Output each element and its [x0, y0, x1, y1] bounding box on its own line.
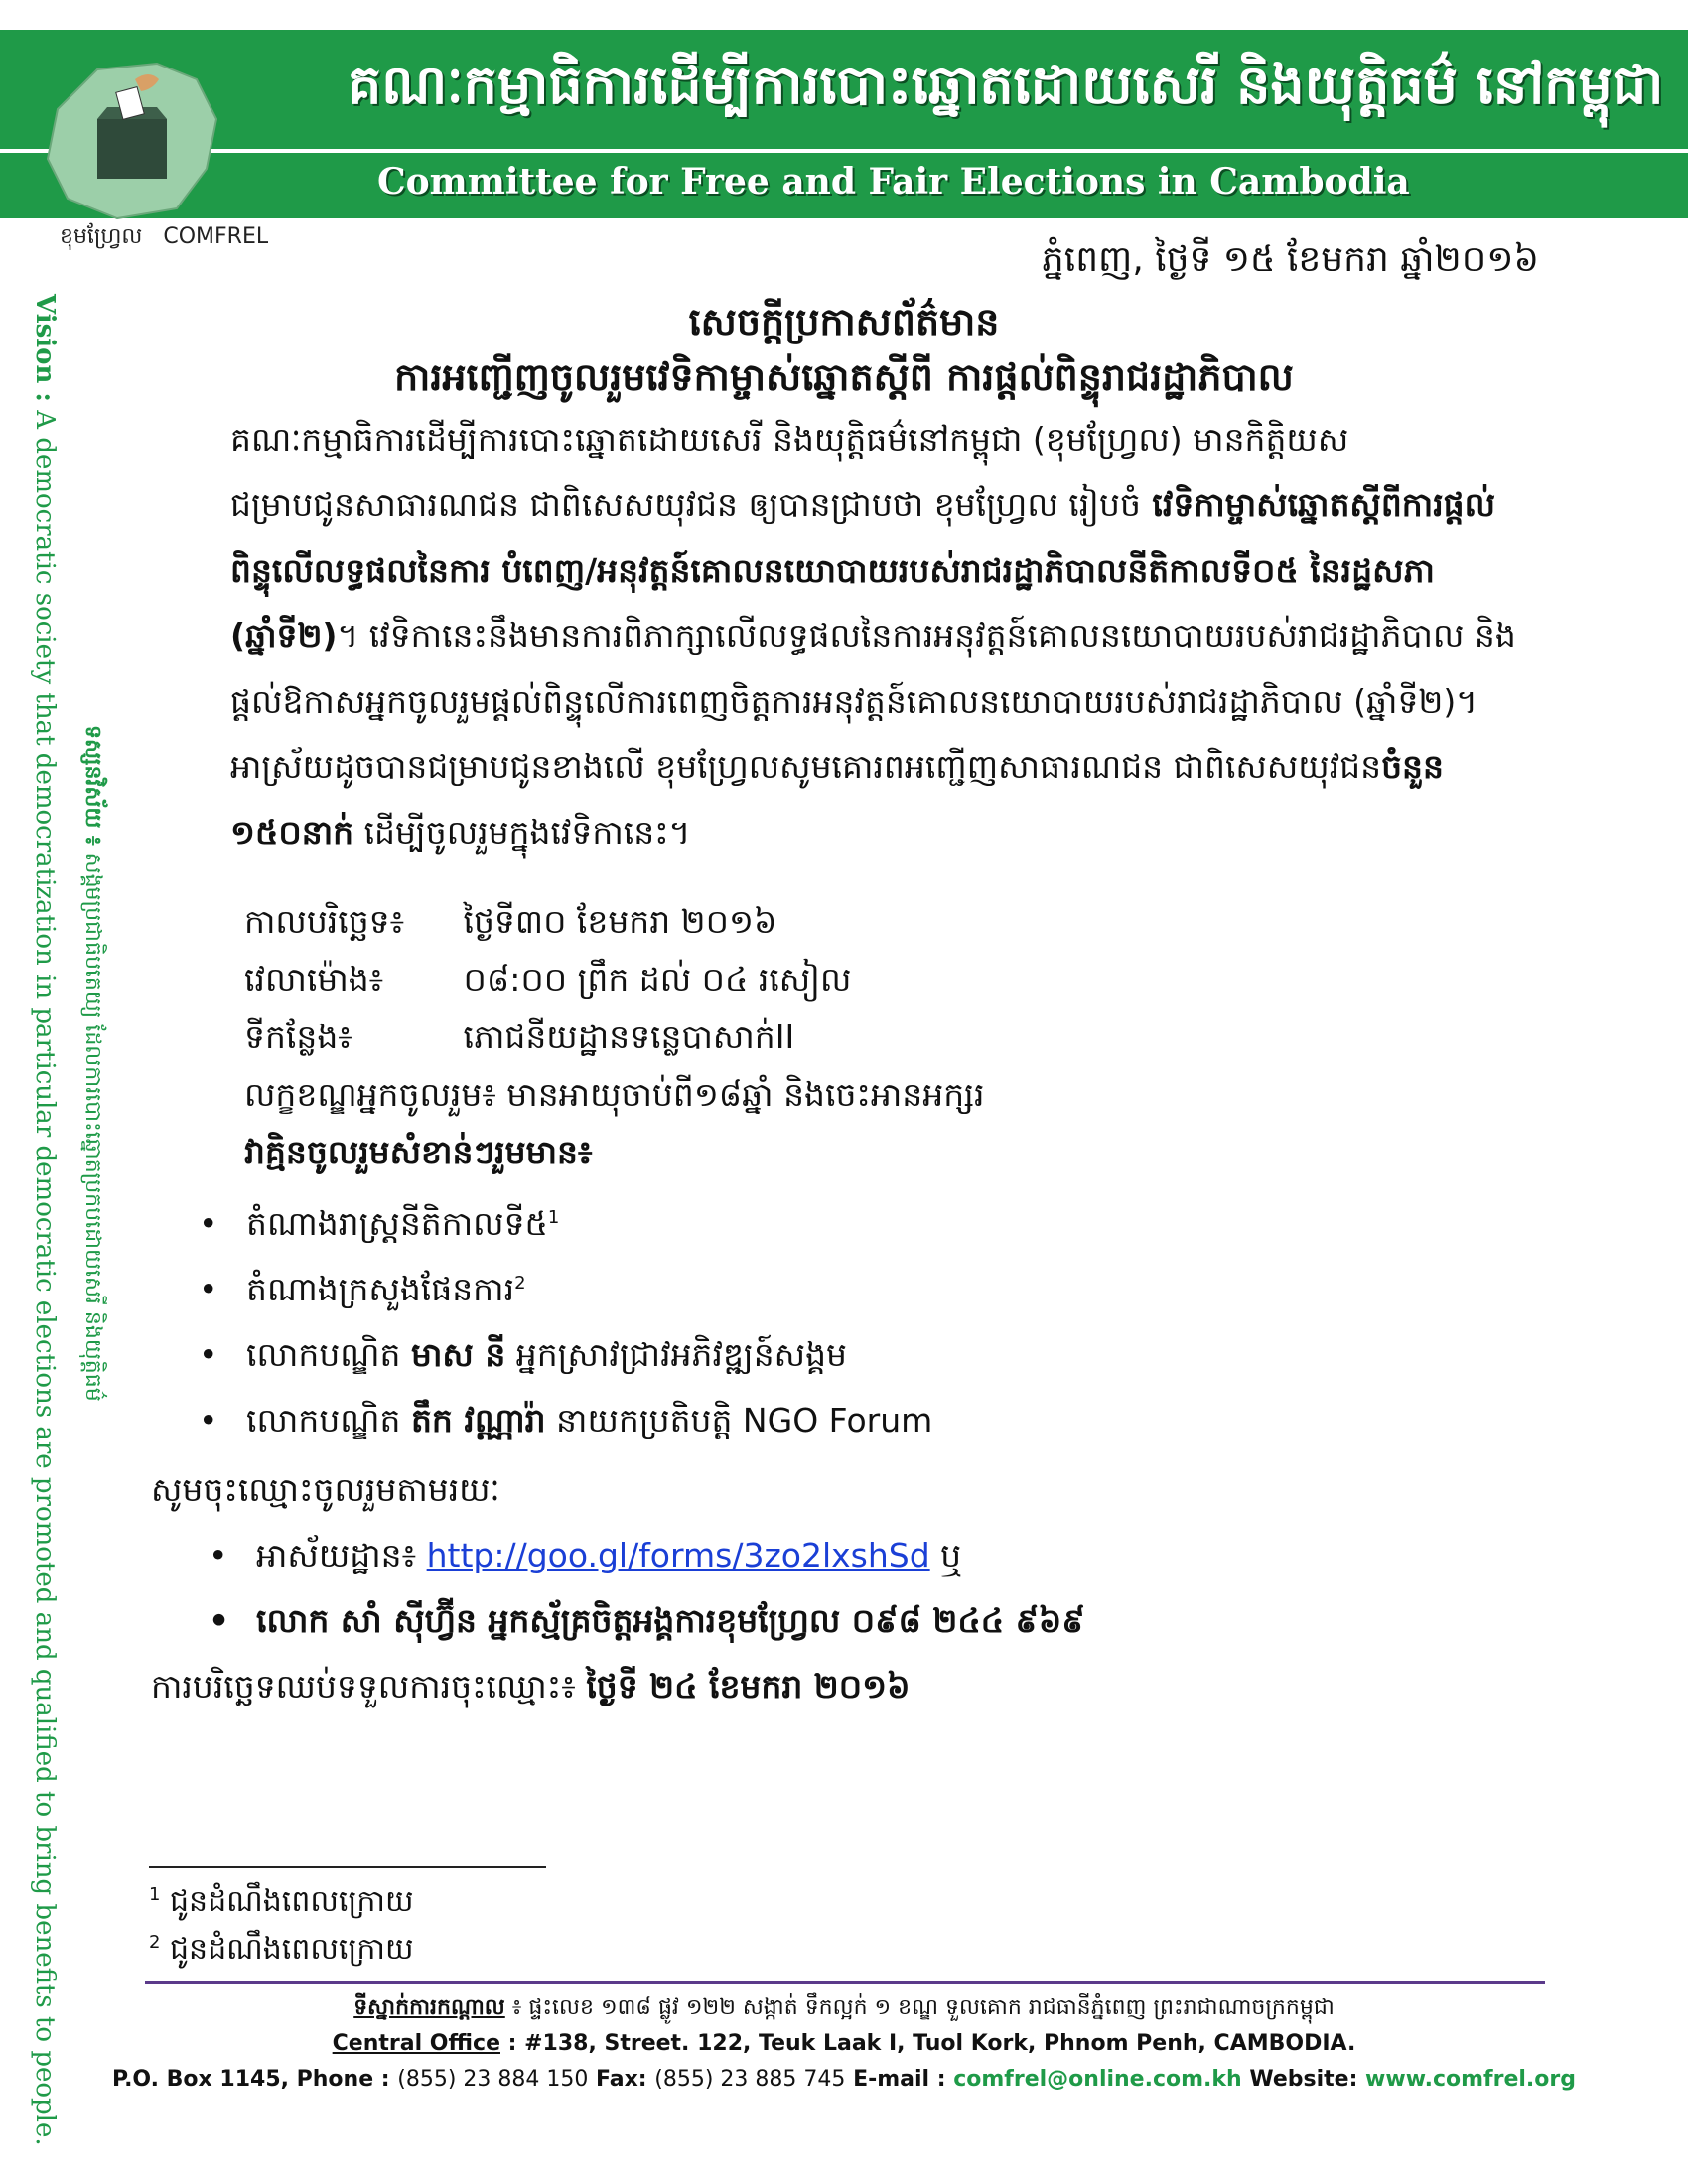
detail-criteria-label: លក្ខខណ្ឌអ្នកចូលរួម៖: [244, 1075, 496, 1114]
footer-fax-label: Fax:: [588, 2067, 655, 2092]
footer-khmer-text: ៖ ផ្ទះលេខ ១៣៨ ផ្លូវ ១២២ សង្កាត់ ទឹកល្អក់ ១ ខណ្ឌ ទួលគោក រាជធានីភ្នំពេញ ព្រះរាជាណាចក្រកម្ពុជា: [504, 1995, 1335, 2020]
speaker-list: [199, 1191, 932, 1453]
detail-place-label: ទីកន្លែង៖: [244, 1018, 352, 1056]
paragraph-1-bold: វេទិកាម្ចាស់ឆ្នោតស្តីពីការផ្តល់ពិន្ទុលើលទ្ធផលនៃការ បំពេញ/អនុវត្តន៍គោលនយោបាយរបស់រាជរដ្ឋាភិបាលនីតិកាលទី០៥ នៃរដ្ឋសភា (ឆ្នាំទី២): [230, 485, 1496, 655]
footnote-ref-1: 1: [547, 1207, 560, 1228]
vision-sidebar: [30, 294, 79, 2146]
mission-sidebar: [80, 725, 127, 1539]
speaker-4-prefix: លោកបណ្ឌិត: [246, 1401, 411, 1439]
registration-contact: • លោក សាំ ស៊ីហ្វ៊ីន អ្នកស្ម័គ្រចិត្តអង្គការខុមហ្វ្រែល ០៩៨ ២៤៤ ៩៦៩: [209, 1588, 1085, 1654]
speaker-3-name: មាស នី: [410, 1335, 506, 1374]
footer-office-label: Central Office: [332, 2031, 500, 2056]
vision-text: A democratic society that democratization in particular democratic elections are promoted and qualified to bring benefits to people.: [30, 402, 60, 2146]
press-release-title: សេចក្តីប្រកាសព័ត៌មាន: [688, 300, 1000, 343]
list-item: [199, 1388, 932, 1453]
speaker-1-text: តំណាងរាស្ត្រនីតិកាលទី៥: [246, 1204, 548, 1243]
footer-office-address: [0, 2031, 1688, 2056]
footer-khmer-address: [0, 1993, 1688, 2025]
speaker-2-text: តំណាងក្រសួងផែនការ: [246, 1270, 515, 1308]
logo-caption-english: COMFREL: [163, 224, 269, 249]
mission-text: សង្គមប្រជាធិបតេយ្យ ដែលការបោះឆ្នោតប្រកបដោយសេរី និងយុត្តិធម៌: [80, 845, 105, 1402]
footnote-1-number: 1: [149, 1884, 161, 1905]
footer-email-label: E-mail :: [845, 2067, 954, 2092]
deadline-label: ការបរិច្ឆេទឈប់ទទួលការចុះឈ្មោះ៖: [151, 1667, 587, 1706]
list-item: [209, 1523, 1085, 1588]
footer-phone: (855) 23 884 150: [397, 2067, 589, 2092]
paragraph-2-end: ដើម្បីចូលរួមក្នុងវេទិកានេះ។: [353, 813, 691, 852]
footer-khmer-label: ទីស្នាក់ការកណ្តាល: [353, 1995, 505, 2020]
footer-contact-line: [0, 2067, 1688, 2092]
footnote-2: [149, 1930, 414, 1974]
mission-statement: [75, 725, 107, 1402]
event-details: [244, 893, 984, 1181]
detail-place-value: ភោជនីយដ្ឋានទន្លេបាសាក់II: [463, 1018, 795, 1056]
paragraph-1: [151, 407, 1541, 735]
footer-po-box: P.O. Box 1145, Phone :: [111, 2067, 398, 2092]
invitation-subtitle: ការអញ្ជើញចូលរួមវេទិកាម្ចាស់ឆ្នោតស្តីពី ការផ្តល់ពិន្ទុរាជរដ្ឋាភិបាល: [394, 355, 1294, 399]
detail-date-value: ថ្ងៃទី៣០ ខែមករា ២០១៦: [463, 902, 777, 941]
logo-caption-khmer: ខុមហ្វ្រែល: [60, 224, 143, 249]
footnote-2-text: ជូនដំណឹងពេលក្រោយ: [170, 1932, 414, 1967]
mission-label: ទស្សនវិស័យ ៖: [80, 725, 105, 846]
logo-caption: [60, 222, 282, 254]
paragraph-intro: [151, 407, 1541, 866]
footnote-divider: [149, 1866, 546, 1868]
paragraph-1-end: ។ វេទិកានេះនឹងមានការពិភាក្សាលើលទ្ធផលនៃការអនុវត្តន៍គោលនយោបាយរបស់រាជរដ្ឋាភិបាល និងផ្តល់ឱកាសអ្នកចូលរួមផ្តល់ពិន្ទុលើការពេញចិត្តការអនុវត្តន៍គោលនយោបាយរបស់រាជរដ្ឋាភិបាល (ឆ្នាំទី២)។: [230, 616, 1516, 721]
footnote-ref-2: 2: [514, 1273, 526, 1294]
header-english-title: Committee for Free and Fair Elections in Cambodia: [377, 161, 1410, 203]
detail-place: [244, 1009, 984, 1066]
vision-label: Vision :: [30, 294, 60, 403]
deadline-value: ថ្ងៃទី ២៤ ខែមករា ២០១៦: [586, 1667, 911, 1706]
detail-criteria: [244, 1066, 984, 1124]
registration-website-label: អាស័យដ្ឋាន៖: [256, 1536, 427, 1574]
footnote-2-number: 2: [149, 1932, 161, 1953]
detail-date-label: កាលបរិច្ឆេទ៖: [244, 902, 405, 941]
header-khmer-title: គណៈកម្មាធិការដើម្បីការបោះឆ្នោតដោយសេរី និងយុត្តិធម៌ នៅកម្ពុជា: [348, 54, 1664, 116]
footnote-1: [149, 1882, 414, 1926]
detail-date: [244, 893, 984, 951]
speaker-3-prefix: លោកបណ្ឌិត: [246, 1335, 411, 1374]
paragraph-2-text: អាស្រ័យដូចបានជម្រាបជូនខាងលើ ខុមហ្វ្រែលសូមគោរពអញ្ជើញសាធារណជន ជាពិសេសយុវជន: [230, 748, 1382, 786]
footnote-1-text: ជូនដំណឹងពេលក្រោយ: [170, 1884, 414, 1919]
paragraph-1-text: គណៈកម្មាធិការដើម្បីការបោះឆ្នោតដោយសេរី និងយុត្តិធម៌នៅកម្ពុជា (ខុមហ្វ្រែល) មានកិត្តិយសជម្រាបជូនសាធារណជន ជាពិសេសយុវជន ឲ្យបានជ្រាបថា ខុមហ្វ្រែល រៀបចំ: [230, 420, 1349, 524]
speaker-3-suffix: អ្នកស្រាវជ្រាវអភិវឌ្ឍន៍សង្គម: [505, 1335, 847, 1374]
document-date: ភ្នំពេញ, ថ្ងៃទី ១៥ ខែមករា ឆ្នាំ២០១៦: [1041, 239, 1539, 280]
detail-time-value: ០៨:០០ ព្រឹក ដល់ ០៤ រសៀល: [463, 960, 852, 999]
list-item: [199, 1191, 932, 1257]
list-item: [199, 1322, 932, 1388]
header-banner: [0, 30, 1688, 218]
registration-deadline: [151, 1654, 1541, 1719]
registration-section: [151, 1457, 1541, 1523]
agenda-title: វាគ្មិនចូលរួមសំខាន់ៗរួមមាន៖: [244, 1133, 593, 1171]
detail-criteria-value: មានអាយុចាប់ពី១៨ឆ្នាំ និងចេះអានអក្សរ: [506, 1075, 985, 1114]
speaker-4-name: តឹក វណ្ណារ៉ា: [410, 1401, 546, 1439]
footer-website-label: Website:: [1241, 2067, 1366, 2092]
footer-website[interactable]: www.comfrel.org: [1365, 2067, 1577, 2092]
detail-time-label: វេលាម៉ោង៖: [244, 960, 384, 999]
registration-title: សូមចុះឈ្មោះចូលរួមតាមរយៈ: [151, 1470, 500, 1509]
vision-statement: [30, 294, 60, 2146]
paragraph-2-bold: ចំនួន ១៥០នាក់: [230, 748, 1444, 852]
registration-form-link[interactable]: http://goo.gl/forms/3zo2lxshSd: [426, 1536, 930, 1574]
footer-email[interactable]: comfrel@online.com.kh: [953, 2067, 1242, 2092]
detail-time: [244, 951, 984, 1009]
footer-divider: [145, 1981, 1545, 1984]
speaker-4-suffix: នាយកប្រតិបត្តិ NGO Forum: [545, 1401, 933, 1439]
list-item: [199, 1257, 932, 1322]
cambodia-map-ballot-logo: [38, 50, 226, 228]
registration-website-suffix: ឬ: [929, 1536, 962, 1574]
footer-fax: (855) 23 885 745: [654, 2067, 846, 2092]
paragraph-2: [151, 735, 1541, 866]
footer-office-text: : #138, Street. 122, Teuk Laak I, Tuol Kork, Phnom Penh, CAMBODIA.: [500, 2031, 1356, 2056]
registration-list: [209, 1523, 1085, 1654]
